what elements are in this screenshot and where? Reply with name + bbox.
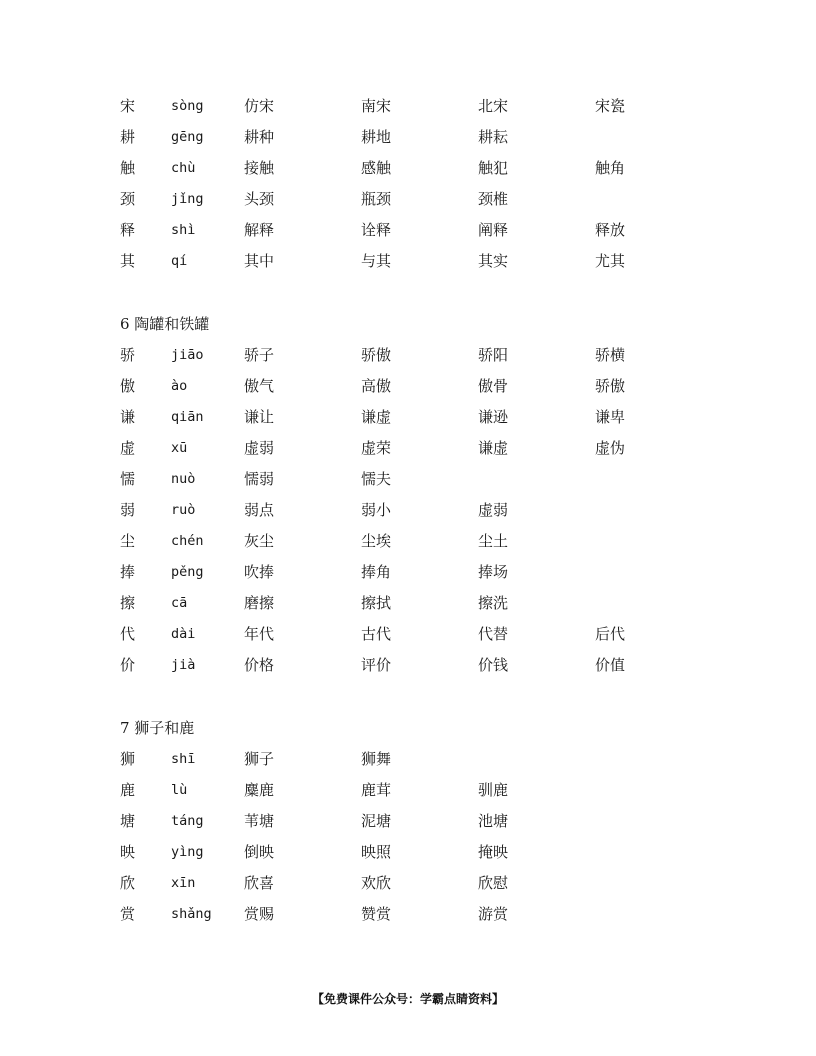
vocab-word: 掩映 bbox=[478, 843, 509, 861]
vocab-character: 捧 bbox=[120, 563, 136, 581]
vocab-row bbox=[0, 433, 816, 464]
vocab-word: 北宋 bbox=[478, 97, 509, 115]
vocab-pinyin: cā bbox=[171, 595, 188, 611]
vocab-word: 池塘 bbox=[478, 812, 509, 830]
vocab-word: 价值 bbox=[595, 656, 626, 674]
lesson-heading: 6 陶罐和铁罐 bbox=[120, 315, 210, 333]
vocab-pinyin: xīn bbox=[171, 875, 196, 891]
vocab-word: 虚弱 bbox=[478, 501, 509, 519]
vocab-pinyin: chén bbox=[171, 533, 204, 549]
lesson-heading: 7 狮子和鹿 bbox=[120, 719, 195, 737]
vocab-word: 耕地 bbox=[361, 128, 392, 146]
vocab-row bbox=[0, 650, 816, 681]
vocab-character: 狮 bbox=[120, 750, 136, 768]
vocab-table bbox=[0, 744, 816, 930]
vocab-pinyin: gēng bbox=[171, 129, 204, 145]
vocab-word: 尘埃 bbox=[361, 532, 392, 550]
vocab-character: 价 bbox=[120, 656, 136, 674]
vocab-word: 傲骨 bbox=[478, 377, 509, 395]
vocab-word: 价钱 bbox=[478, 656, 509, 674]
vocab-word: 谦虚 bbox=[478, 439, 509, 457]
vocab-word: 尘土 bbox=[478, 532, 509, 550]
vocab-character: 宋 bbox=[120, 97, 136, 115]
vocab-pinyin: pěng bbox=[171, 564, 204, 580]
vocab-row bbox=[0, 837, 816, 868]
vocab-word: 耕种 bbox=[244, 128, 275, 146]
vocab-word: 与其 bbox=[361, 252, 392, 270]
vocab-row bbox=[0, 526, 816, 557]
vocab-word: 耕耘 bbox=[478, 128, 509, 146]
vocab-word: 虚弱 bbox=[244, 439, 275, 457]
vocab-row bbox=[0, 744, 816, 775]
vocab-word: 骄横 bbox=[595, 346, 626, 364]
vocab-row bbox=[0, 495, 816, 526]
vocab-row bbox=[0, 557, 816, 588]
vocab-word: 尤其 bbox=[595, 252, 626, 270]
vocab-character: 弱 bbox=[120, 501, 136, 519]
vocab-character: 傲 bbox=[120, 377, 136, 395]
vocab-word: 释放 bbox=[595, 221, 626, 239]
vocab-word: 懦弱 bbox=[244, 470, 275, 488]
vocab-character: 虚 bbox=[120, 439, 136, 457]
vocab-word: 灰尘 bbox=[244, 532, 275, 550]
vocab-pinyin: qiān bbox=[171, 409, 204, 425]
vocab-character: 谦 bbox=[120, 408, 136, 426]
vocab-table bbox=[0, 91, 816, 277]
vocab-pinyin: jià bbox=[171, 657, 196, 673]
vocab-word: 年代 bbox=[244, 625, 275, 643]
vocab-word: 触角 bbox=[595, 159, 626, 177]
vocab-row bbox=[0, 899, 816, 930]
vocab-word: 感触 bbox=[361, 159, 392, 177]
vocab-character: 赏 bbox=[120, 905, 136, 923]
vocab-character: 映 bbox=[120, 843, 136, 861]
vocab-word: 擦洗 bbox=[478, 594, 509, 612]
vocab-word: 阐释 bbox=[478, 221, 509, 239]
vocab-pinyin: ruò bbox=[171, 502, 196, 518]
vocab-word: 其实 bbox=[478, 252, 509, 270]
vocab-word: 弱点 bbox=[244, 501, 275, 519]
vocab-character: 释 bbox=[120, 221, 136, 239]
vocab-word: 触犯 bbox=[478, 159, 509, 177]
vocab-pinyin: chù bbox=[171, 160, 196, 176]
vocab-word: 谦让 bbox=[244, 408, 275, 426]
vocab-pinyin: nuò bbox=[171, 471, 196, 487]
vocab-word: 南宋 bbox=[361, 97, 392, 115]
vocab-word: 仿宋 bbox=[244, 97, 275, 115]
vocab-word: 价格 bbox=[244, 656, 275, 674]
vocab-character: 懦 bbox=[120, 470, 136, 488]
vocab-word: 诠释 bbox=[361, 221, 392, 239]
vocab-word: 赏赐 bbox=[244, 905, 275, 923]
vocab-word: 磨擦 bbox=[244, 594, 275, 612]
vocab-character: 尘 bbox=[120, 532, 136, 550]
vocab-pinyin: yìng bbox=[171, 844, 204, 860]
vocab-word: 擦拭 bbox=[361, 594, 392, 612]
vocab-row bbox=[0, 122, 816, 153]
vocab-word: 宋瓷 bbox=[595, 97, 626, 115]
vocab-row bbox=[0, 588, 816, 619]
vocab-pinyin: jiāo bbox=[171, 347, 204, 363]
vocab-word: 解释 bbox=[244, 221, 275, 239]
vocab-word: 瓶颈 bbox=[361, 190, 392, 208]
vocab-character: 欣 bbox=[120, 874, 136, 892]
vocab-word: 苇塘 bbox=[244, 812, 275, 830]
vocab-word: 接触 bbox=[244, 159, 275, 177]
vocab-word: 鹿茸 bbox=[361, 781, 392, 799]
vocab-word: 映照 bbox=[361, 843, 392, 861]
vocab-row bbox=[0, 806, 816, 837]
vocab-pinyin: lù bbox=[171, 782, 188, 798]
vocab-row bbox=[0, 215, 816, 246]
vocab-word: 傲气 bbox=[244, 377, 275, 395]
vocab-word: 弱小 bbox=[361, 501, 392, 519]
vocab-character: 擦 bbox=[120, 594, 136, 612]
vocab-character: 骄 bbox=[120, 346, 136, 364]
vocab-word: 狮舞 bbox=[361, 750, 392, 768]
vocab-word: 游赏 bbox=[478, 905, 509, 923]
vocab-row bbox=[0, 246, 816, 277]
vocab-pinyin: jǐng bbox=[171, 191, 204, 207]
vocab-row bbox=[0, 402, 816, 433]
vocab-character: 鹿 bbox=[120, 781, 136, 799]
vocab-row bbox=[0, 184, 816, 215]
vocab-character: 塘 bbox=[120, 812, 136, 830]
vocab-word: 捧角 bbox=[361, 563, 392, 581]
vocab-word: 谦虚 bbox=[361, 408, 392, 426]
vocab-word: 高傲 bbox=[361, 377, 392, 395]
vocab-word: 骄傲 bbox=[361, 346, 392, 364]
vocab-word: 代替 bbox=[478, 625, 509, 643]
vocab-character: 触 bbox=[120, 159, 136, 177]
vocab-word: 驯鹿 bbox=[478, 781, 509, 799]
vocab-word: 骄阳 bbox=[478, 346, 509, 364]
vocab-word: 虚荣 bbox=[361, 439, 392, 457]
vocab-word: 虚伪 bbox=[595, 439, 626, 457]
vocab-word: 古代 bbox=[361, 625, 392, 643]
vocab-word: 骄子 bbox=[244, 346, 275, 364]
footer-note: 【免费课件公众号：学霸点睛资料】 bbox=[311, 992, 504, 1006]
vocab-word: 捧场 bbox=[478, 563, 509, 581]
vocab-word: 评价 bbox=[361, 656, 392, 674]
vocab-word: 吹捧 bbox=[244, 563, 275, 581]
vocab-word: 赞赏 bbox=[361, 905, 392, 923]
vocab-row bbox=[0, 91, 816, 122]
vocab-pinyin: shì bbox=[171, 222, 196, 238]
vocab-word: 欣喜 bbox=[244, 874, 275, 892]
vocab-pinyin: qí bbox=[171, 253, 188, 269]
vocab-character: 耕 bbox=[120, 128, 136, 146]
vocab-row bbox=[0, 464, 816, 495]
vocab-word: 懦夫 bbox=[361, 470, 392, 488]
vocab-row bbox=[0, 340, 816, 371]
vocab-word: 欢欣 bbox=[361, 874, 392, 892]
vocab-pinyin: táng bbox=[171, 813, 204, 829]
vocab-word: 后代 bbox=[595, 625, 626, 643]
vocab-row bbox=[0, 868, 816, 899]
vocab-row bbox=[0, 619, 816, 650]
vocab-pinyin: shī bbox=[171, 751, 196, 767]
vocab-word: 谦逊 bbox=[478, 408, 509, 426]
vocab-row bbox=[0, 775, 816, 806]
vocab-character: 其 bbox=[120, 252, 136, 270]
vocab-character: 颈 bbox=[120, 190, 136, 208]
vocab-word: 其中 bbox=[244, 252, 275, 270]
vocab-word: 泥塘 bbox=[361, 812, 392, 830]
vocab-word: 颈椎 bbox=[478, 190, 509, 208]
vocab-word: 欣慰 bbox=[478, 874, 509, 892]
vocab-word: 麋鹿 bbox=[244, 781, 275, 799]
vocab-pinyin: shǎng bbox=[171, 906, 212, 922]
vocab-word: 狮子 bbox=[244, 750, 275, 768]
vocab-pinyin: sòng bbox=[171, 98, 204, 114]
vocab-pinyin: dài bbox=[171, 626, 196, 642]
vocab-word: 倒映 bbox=[244, 843, 275, 861]
vocab-word: 骄傲 bbox=[595, 377, 626, 395]
vocab-word: 谦卑 bbox=[595, 408, 626, 426]
vocab-row bbox=[0, 153, 816, 184]
vocab-character: 代 bbox=[120, 625, 136, 643]
vocab-row bbox=[0, 371, 816, 402]
vocab-word: 头颈 bbox=[244, 190, 275, 208]
vocab-table bbox=[0, 340, 816, 681]
vocab-pinyin: ào bbox=[171, 378, 188, 394]
vocab-pinyin: xū bbox=[171, 440, 188, 456]
